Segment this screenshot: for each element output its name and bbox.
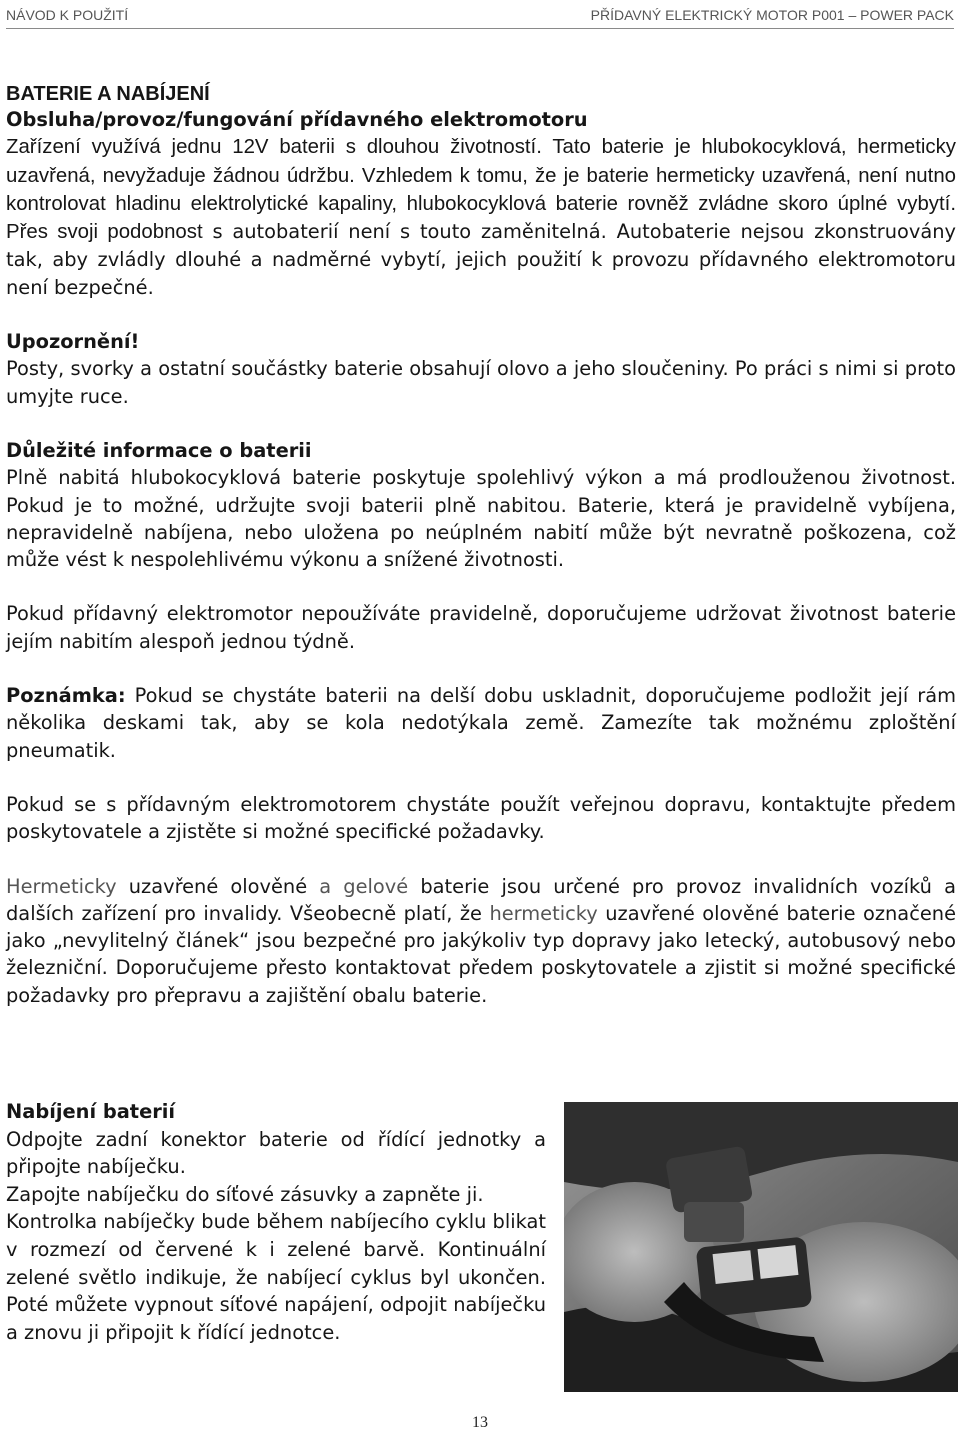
sealed-text-3: uzavřené olověné baterie označené jako „nevylitelný článek“ jsou bezpečné pro jakýkoliv typ dopravy jako letecký, autobusový nebo železniční. Doporučujeme přesto kontaktovat předem poskytovatele a zjistit si možné specifické požadavky pro přepravu a zajištění obalu baterie. [6, 901, 957, 1007]
connector-photo-image [564, 1102, 958, 1392]
sealed-word-1: Hermeticky [6, 874, 117, 898]
intro-paragraph [6, 133, 956, 301]
intro-rest-text: s autobaterií není s touto zaměnitelná. Autobaterie nejsou zkonstruovány tak, aby zvládly dlouhé a nadměrné vybytí, jejich použití k provozu přídavného elektromotoru není bezpečné. [6, 220, 956, 299]
sealed-word-3: hermeticky [489, 901, 598, 925]
charging-step-1: Odpojte zadní konektor baterie od řídící jednotky a připojte nabíječku. [6, 1127, 546, 1179]
header-right: PŘÍDAVNÝ ELEKTRICKÝ MOTOR P001 – POWER PACK [590, 7, 954, 23]
connector-photo [564, 1102, 958, 1392]
charging-text [6, 1098, 546, 1346]
charging-section [6, 1098, 956, 1398]
page-number: 13 [472, 1414, 488, 1431]
warning-text: Posty, svorky a ostatní součástky baterie obsahují olovo a jeho sloučeniny. Po práci s nimi si proto umyjte ruce. [6, 357, 956, 408]
intro-arial-text: Zařízení využívá jednu 12V baterii s dlouhou životností. Tato baterie je hlubokocyklová, hermeticky uzavřená, nevyžaduje žádnou údržbu. Vzhledem k tomu, že je baterie hermeticky uzavřená, není nutno kontrolovat hladinu elektrolytické kapaliny, hlubokocyklová baterie rovněž zvládne skoro úplné vybytí. Přes svoji podobnost [6, 136, 956, 244]
note-label: Poznámka: [6, 684, 126, 708]
header-left: NÁVOD K POUŽITÍ [6, 7, 129, 23]
note-text: Pokud se chystáte baterii na delší dobu uskladnit, doporučujeme podložit její rám několika deskami tak, aby se kola nedotýkala země. Zamezíte tak možnému zploštění pneumatik. [6, 684, 956, 762]
charging-step-2: Zapojte nabíječku do síťové zásuvky a zapněte ji. [6, 1182, 484, 1206]
transport-paragraph: Pokud se s přídavným elektromotorem chystáte použít veřejnou dopravu, kontaktujte předem poskytovatele a zjistěte si možné specifické požadavky. [6, 792, 956, 844]
sealed-word-2: a gelové [319, 874, 409, 898]
charging-title: Nabíjení baterií [6, 1100, 176, 1123]
important-text: Plně nabitá hlubokocyklová baterie poskytuje spolehlivý výkon a má prodlouženou životnost. Pokud je to možné, udržujte svoji baterii plně nabitou. Baterie, která je pravidelně vybíjena, nepravidelně nabíjena, nebo uložena po neúplném nabití může být nevratně poškozena, což může vést k nespolehlivému výkonu a snížené životnosti. [6, 466, 956, 572]
note-paragraph [6, 682, 956, 764]
sealed-text-2: baterie jsou určené pro provoz invalidních vozíků a dalších zařízení pro invalidy. Všeobecně platí, že [6, 874, 956, 925]
warning-title: Upozornění! [6, 330, 140, 354]
page-header [6, 4, 954, 29]
regular-use-paragraph: Pokud přídavný elektromotor nepoužíváte pravidelně, doporučujeme udržovat životnost baterie jejím nabitím alespoň jednou týdně. [6, 602, 956, 653]
charging-step-3: Kontrolka nabíječky bude během nabíjecího cyklu blikat v rozmezí od červené k i zelené barvě. Kontinuální zelené světlo indikuje, že nabíjecí cyklus byl ukončen. Poté můžete vypnout síťové napájení, odpojit nabíječku a znovu ji připojit k řídící jednotce. [6, 1210, 546, 1344]
sealed-battery-paragraph [6, 873, 956, 1009]
section-title: BATERIE A NABÍJENÍ [6, 83, 210, 105]
important-title: Důležité informace o baterii [6, 438, 312, 462]
sealed-text-1: uzavřené olověné [116, 874, 320, 898]
main-content [6, 80, 956, 1009]
subtitle: Obsluha/provoz/fungování přídavného elektromotoru [6, 108, 588, 131]
